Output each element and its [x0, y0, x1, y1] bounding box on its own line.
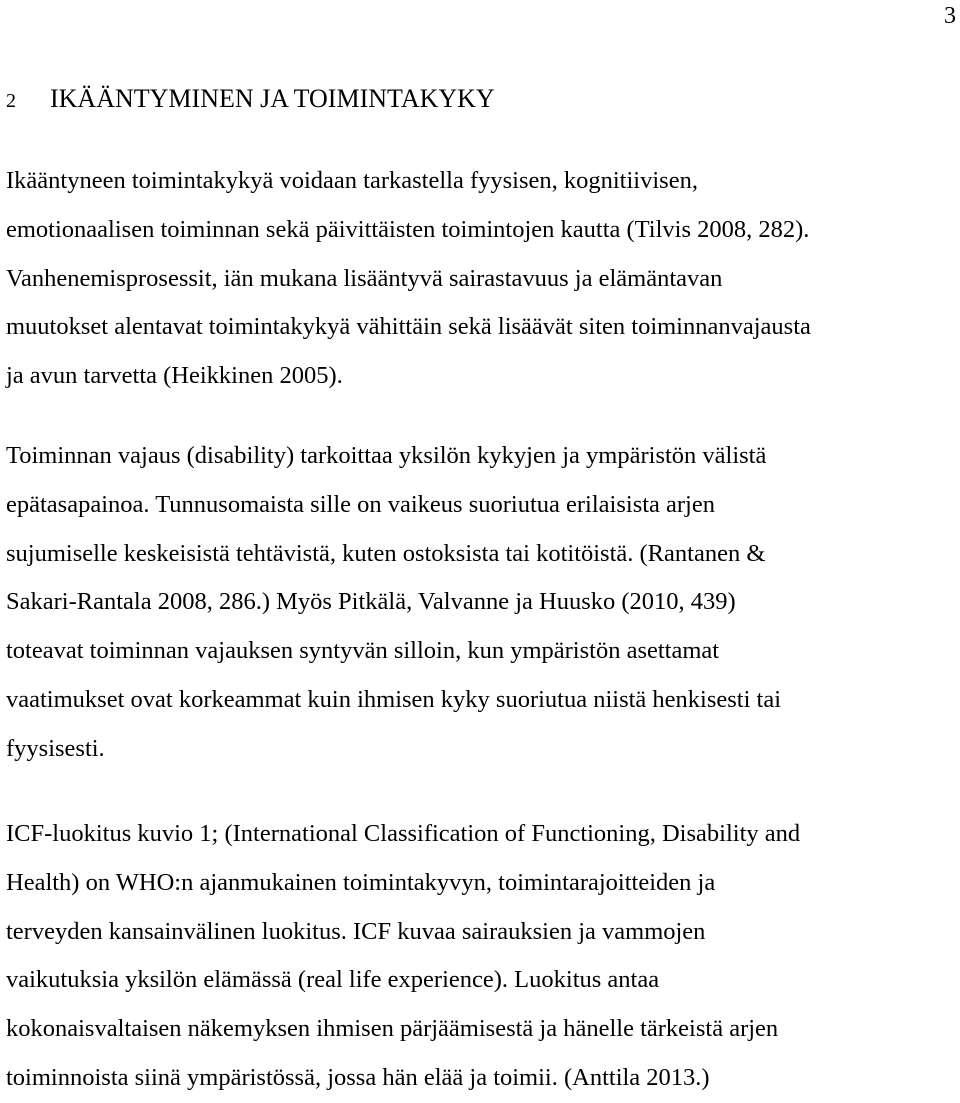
text-line: emotionaalisen toiminnan sekä päivittäisten toimintojen kautta (Tilvis 2008, 282). — [6, 215, 810, 243]
text-line: kokonaisvaltaisen näkemyksen ihmisen pärjäämisestä ja hänelle tärkeistä arjen — [6, 1015, 779, 1043]
section-title: IKÄÄNTYMINEN JA TOIMINTAKYKY — [50, 84, 495, 113]
text-line: toiminnoista siinä ympäristössä, jossa hän elää ja toimii. (Anttila 2013.) — [6, 1063, 710, 1091]
section-heading — [6, 82, 495, 118]
text-line: epätasapainoa. Tunnusomaista sille on vaikeus suoriutua erilaisista arjen — [6, 490, 715, 518]
text-line: Health) on WHO:n ajanmukainen toimintakyvyn, toimintarajoitteiden ja — [6, 868, 716, 896]
text-line: fyysisesti. — [6, 734, 105, 762]
text-line: Ikääntyneen toimintakykyä voidaan tarkastella fyysisen, kognitiivisen, — [6, 167, 698, 194]
paragraph-1 — [6, 157, 956, 401]
section-number: 2 — [6, 90, 16, 112]
text-line: ja avun tarvetta (Heikkinen 2005). — [6, 362, 343, 390]
text-line: Vanhenemisprosessit, iän mukana lisääntyvä sairastavuus ja elämäntavan — [6, 264, 723, 292]
paragraph-2 — [6, 432, 956, 774]
text-line: vaikutuksia yksilön elämässä (real life experience). Luokitus antaa — [6, 966, 660, 994]
text-line: Toiminnan vajaus (disability) tarkoittaa yksilön kykyjen ja ympäristön välistä — [6, 442, 767, 469]
text-line: toteavat toiminnan vajauksen syntyvän silloin, kun ympäristön asettamat — [6, 637, 720, 665]
text-line: vaatimukset ovat korkeammat kuin ihmisen kyky suoriutua niistä henkisesti tai — [6, 685, 782, 713]
text-line: terveyden kansainvälinen luokitus. ICF kuvaa sairauksien ja vammojen — [6, 917, 706, 945]
text-line: Sakari-Rantala 2008, 286.) Myös Pitkälä, Valvanne ja Huusko (2010, 439) — [6, 588, 736, 616]
text-line: sujumiselle keskeisistä tehtävistä, kuten ostoksista tai kotitöistä. (Rantanen & — [6, 539, 766, 567]
page-number: 3 — [944, 3, 956, 29]
text-line: ICF-luokitus kuvio 1; (International Classification of Functioning, Disability and — [6, 820, 801, 847]
paragraph-3 — [6, 810, 956, 1103]
text-line: muutokset alentavat toimintakykyä vähittäin sekä lisäävät siten toiminnanvajausta — [6, 313, 811, 341]
